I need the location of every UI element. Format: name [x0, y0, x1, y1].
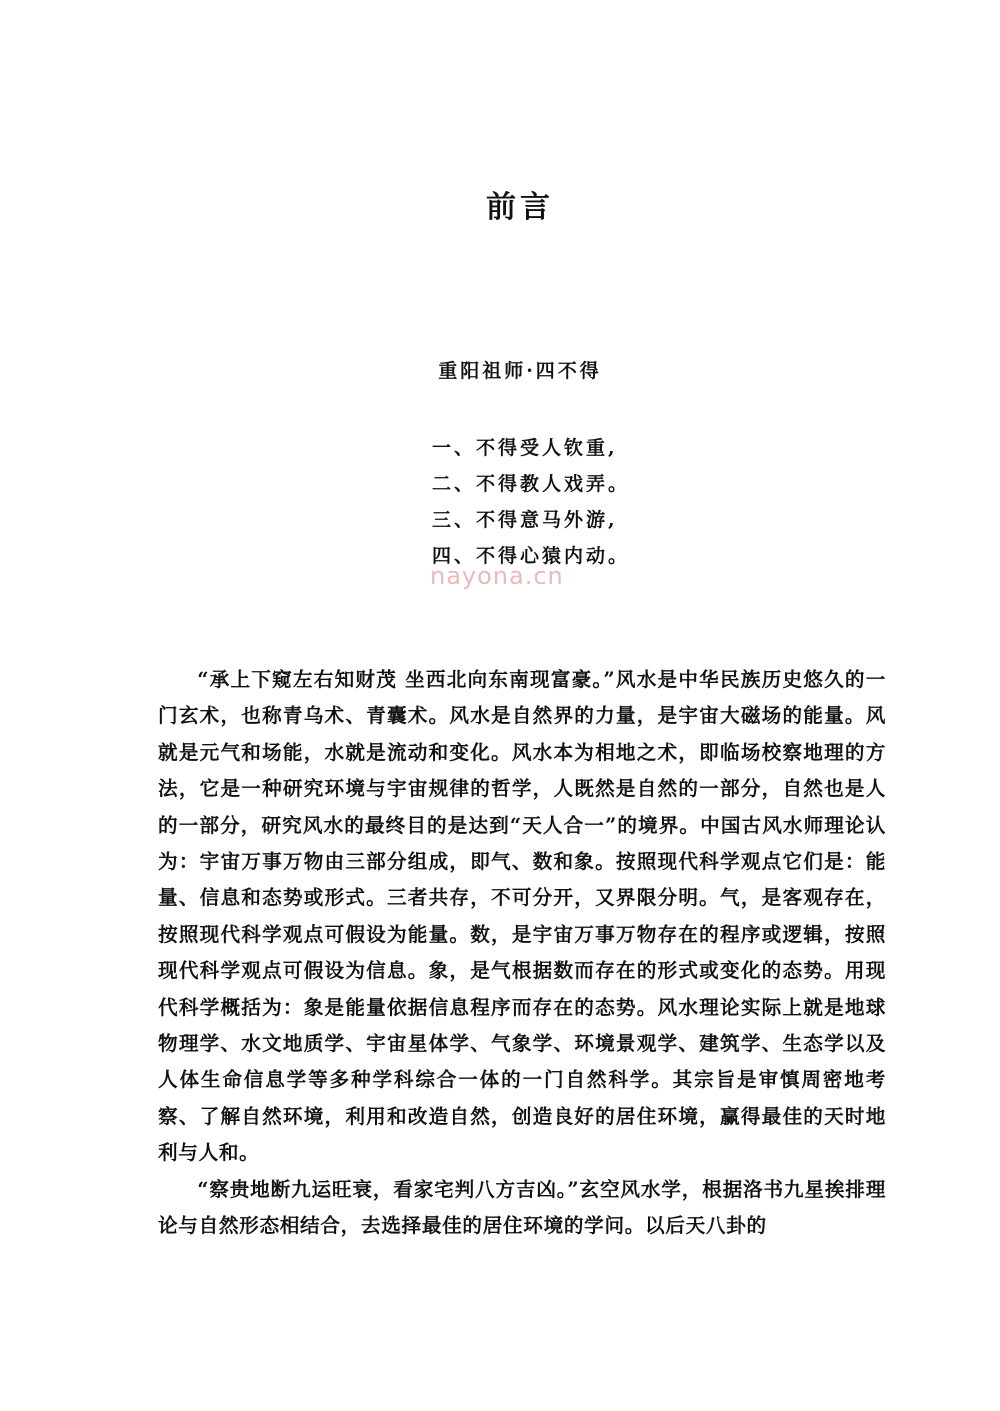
- rule-item-4: 四、不得心猿内动。: [432, 545, 631, 567]
- paragraph-1: “承上下窥左右知财茂 坐西北向东南现富豪。”风水是中华民族历史悠久的一门玄术，也称青乌术、青囊术。风水是自然界的力量，是宇宙大磁场的能量。风就是元气和场能，水就是流动和变化。风水本为相地之术，即临场校察地理的方法，它是一种研究环境与宇宙规律的哲学，人既然是自然的一部分，自然也是人的一部分，研究风水的最终目的是达到“天人合一”的境界。中国古风水师理论认为：宇宙万事万物由三部分组成，即气、数和象。按照现代科学观点它们是：能量、信息和态势或形式。三者共存，不可分开，又界限分明。气，是客观存在，按照现代科学观点可假设为能量。数，是宇宙万事万物存在的程序或逻辑，按照现代科学观点可假设为信息。象，是气根据数而存在的形式或变化的态势。用现代科学概括为：象是能量依据信息程序而存在的态势。风水理论实际上就是地球物理学、水文地质学、宇宙星体学、气象学、环境景观学、建筑学、生态学以及人体生命信息学等多种学科综合一体的一门自然科学。其宗旨是审慎周密地考察、了解自然环境，利用和改造自然，创造良好的居住环境，赢得最佳的天时地利与人和。: [158, 668, 886, 1165]
- rule-item-2: 二、不得教人戏弄。: [432, 473, 631, 495]
- watermark-text: nayona.cn: [430, 562, 564, 590]
- rule-item-3: 三、不得意马外游,: [432, 509, 618, 531]
- page-title: 前言: [486, 190, 554, 225]
- body-text: [158, 662, 886, 1245]
- rules-list: [432, 430, 692, 574]
- rule-item-1: 一、不得受人钦重,: [432, 437, 618, 459]
- section-subtitle: 重阳祖师·四不得: [438, 360, 602, 382]
- paragraph-2: “察贵地断九运旺衰，看家宅判八方吉凶。”玄空风水学，根据洛书九星挨排理论与自然形态相结合，去选择最佳的居住环境的学问。以后天八卦的: [158, 1177, 886, 1238]
